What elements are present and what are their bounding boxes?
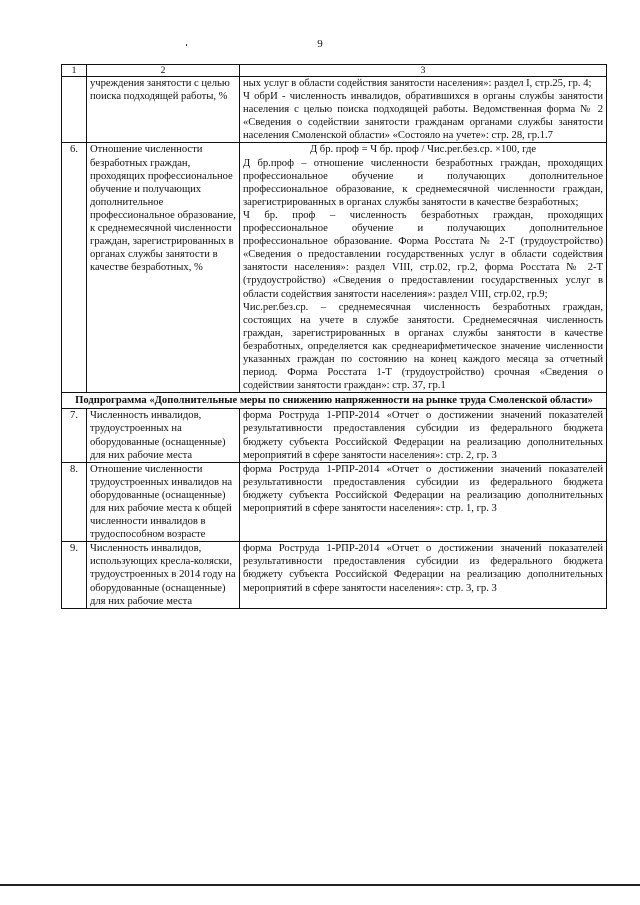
subprogram-row xyxy=(62,393,607,409)
table-row-8 xyxy=(62,462,607,542)
header-col-3: 3 xyxy=(240,65,607,77)
indicator-method xyxy=(240,77,607,143)
indicator-name: Отношение численности безработных граждан, проходящих профессиональное обучение и получающих дополнительное профессиональное образование, к среднемесячной численности граждан, зарегистрированных в органах службы занятости в качестве безработных, % xyxy=(87,143,240,393)
header-col-1: 1 xyxy=(62,65,87,77)
row-number: 8. xyxy=(62,462,87,542)
indicator-method: форма Роструда 1-РПР-2014 «Отчет о достижении значений показателей результативности предоставления субсидии из федерального бюджета бюджету субъекта Российской Федерации на реализацию дополнительных мероприятий в сфере занятости населения»: стр. 1, гр. 3 xyxy=(240,462,607,542)
row-number: 6. xyxy=(62,143,87,393)
indicators-table xyxy=(61,64,607,609)
page-number: 9 xyxy=(317,38,323,50)
method-paragraph: Чис.рег.без.ср. – среднемесячная численность безработных граждан, состоящих на учете в службе занятости. Среднемесячная численность граждан, зарегистрированных в органах службы занятости в качестве безработных, определяется как среднеарифметическое значение численности указанных граждан по состоянию на конец каждого месяца за отчетный период. Форма Росстата 1-Т (трудоустройство) срочная «Сведения о содействии занятости граждан»: стр. 37, гр.1 xyxy=(243,301,603,392)
indicator-name: Численность инвалидов, использующих кресла-коляски, трудоустроенных в 2014 году на оборудованные (оснащенные) для них рабочие места xyxy=(87,542,240,608)
scan-speck xyxy=(186,44,187,46)
method-paragraph: Д бр.проф – отношение численности безработных граждан, проходящих профессиональное обучение и получающих дополнительное профессиональное образование, к среднемесячной численности граждан, зарегистрированных в органах службы занятости в качестве безработных; xyxy=(243,157,603,208)
row-number xyxy=(62,77,87,143)
method-paragraph: Ч бр. проф – численность безработных граждан, проходящих профессиональное обучение и получающих дополнительное профессиональное образование. Форма Росстата № 2-Т (трудоустройство) «Сведения о предоставлении государственных услуг в области содействия занятости населения»: раздел VIII, стр.02, гр.2, форма Росстата № 2-Т (трудоустройство) «Сведения о предоставлении государственных услуг в области содействия занятости населения»: раздел VIII, стр.02, гр.9; xyxy=(243,209,603,300)
page-bottom-rule xyxy=(0,884,640,886)
indicator-method: форма Роструда 1-РПР-2014 «Отчет о достижении значений показателей результативности предоставления субсидии из федерального бюджета бюджету субъекта Российской Федерации на реализацию дополнительных мероприятий в сфере занятости населения»: стр. 3, гр. 3 xyxy=(240,542,607,608)
method-paragraph: ных услуг в области содействия занятости населения»: раздел I, стр.25, гр. 4; xyxy=(243,78,592,89)
indicator-name: учреждения занятости с целью поиска подходящей работы, % xyxy=(87,77,240,143)
indicator-name: Численность инвалидов, трудоустроенных на оборудованные (оснащенные) для них рабочие места xyxy=(87,409,240,462)
indicator-method: форма Роструда 1-РПР-2014 «Отчет о достижении значений показателей результативности предоставления субсидии из федерального бюджета бюджету субъекта Российской Федерации на реализацию дополнительных мероприятий в сфере занятости населения»: стр. 2, гр. 3 xyxy=(240,409,607,462)
table-row-continued xyxy=(62,77,607,143)
formula: Д бр. проф = Ч бр. проф / Чис.рег.без.ср. ×100, где xyxy=(309,144,537,156)
method-paragraph: Ч обрИ - численность инвалидов, обратившихся в органы службы занятости населения с целью поиска подходящей работы. Ведомственная форма № 2 «Сведения о содействии занятости гражданам органами службы занятости населения Смоленской области» «Состояло на учете»: стр. 28, гр.1.7 xyxy=(243,91,603,142)
table-row-7 xyxy=(62,409,607,462)
indicator-name: Отношение численности трудоустроенных инвалидов на оборудованные (оснащенные) для них рабочие места к общей численности инвалидов в трудоспособном возрасте xyxy=(87,462,240,542)
indicator-method xyxy=(240,143,607,393)
row-number: 7. xyxy=(62,409,87,462)
subprogram-title: Подпрограмма «Дополнительные меры по снижению напряженности на рынке труда Смоленской области» xyxy=(62,393,607,409)
row-number: 9. xyxy=(62,542,87,608)
table-row-6 xyxy=(62,143,607,393)
header-col-2: 2 xyxy=(87,65,240,77)
table-header-row xyxy=(62,65,607,77)
table-row-9 xyxy=(62,542,607,608)
